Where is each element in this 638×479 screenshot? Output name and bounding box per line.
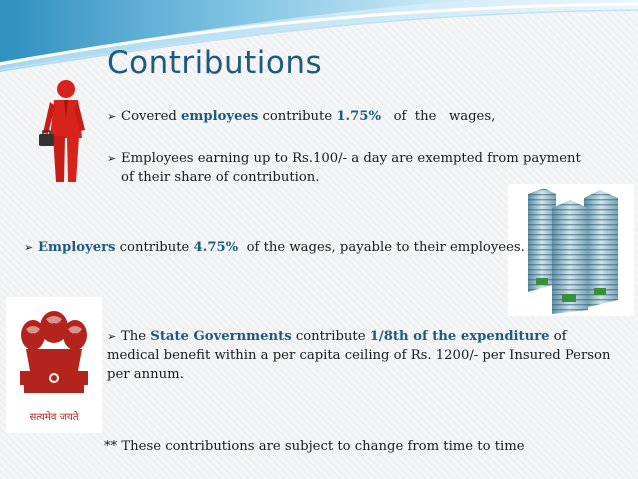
highlight-expenditure-share: 1/8th of the expenditure	[369, 329, 550, 344]
businessman-figure	[38, 78, 90, 186]
bullet-employees-contribution: ➢ Covered employees contribute 1.75% of the wages,	[107, 109, 496, 124]
bullet-employers-contribution: ➢ Employers contribute 4.75% of the wages, payable to their employees.	[24, 240, 525, 255]
bullet-arrow-icon: ➢	[24, 241, 34, 254]
bullet-arrow-icon: ➢	[107, 110, 117, 123]
bullet-arrow-icon: ➢	[107, 152, 117, 165]
highlight-state-governments: State Governments	[150, 329, 292, 344]
bullet-state-governments: ➢ The State Governments contribute 1/8th of the expenditure of medical benefit within a per capita ceiling of Rs. 1200/- per Insured Person per annum.	[107, 329, 611, 382]
office-buildings-image	[508, 184, 634, 316]
slide-title: Contributions	[107, 45, 323, 81]
bullet-arrow-icon: ➢	[107, 330, 117, 343]
ashoka-emblem-image	[6, 297, 102, 433]
highlight-employee-rate: 1.75%	[336, 109, 382, 124]
bullet-exemption: ➢ Employees earning up to Rs.100/- a day are exempted from payment of their share of contribution.	[107, 151, 581, 185]
footnote: ** These contributions are subject to change from time to time	[104, 439, 525, 454]
highlight-employees: employees	[181, 109, 259, 124]
highlight-employer-rate: 4.75%	[193, 240, 239, 255]
highlight-employers: Employers	[38, 240, 116, 255]
emblem-motto: सत्यमेव जयते	[29, 412, 79, 423]
